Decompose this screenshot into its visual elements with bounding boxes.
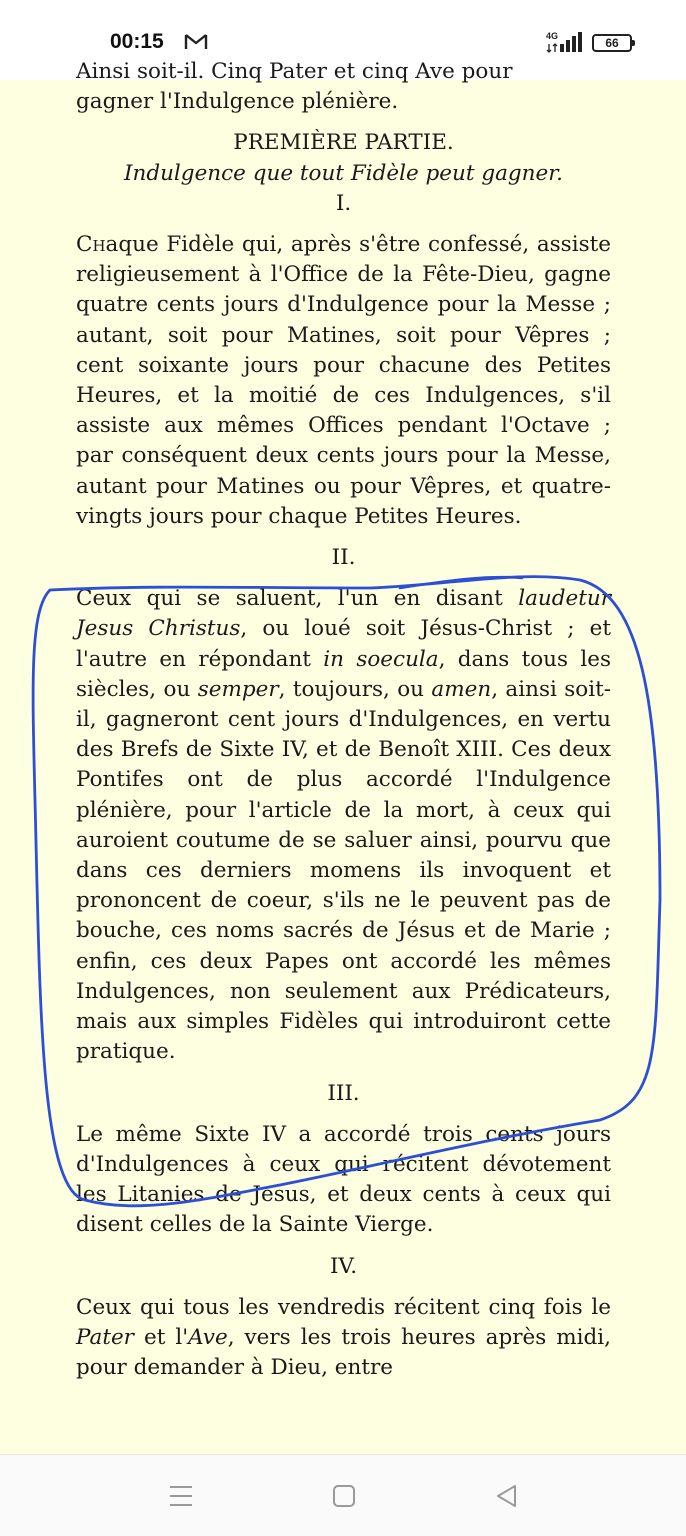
text-run: Ceux qui se saluent, l'un en disant bbox=[76, 586, 519, 612]
menu-lines-icon[interactable] bbox=[164, 1479, 198, 1513]
text-run: , ainsi soit-il, gagneront cent jours d'Indulgences, en vertu des Brefs de Sixte IV, et de Benoît XIII. Ces deux Pontifes ont de plus accordé l'Indulgence plénière, pour l'article de la mort, à ceux qui auroient coutume de se saluer ainsi, pourvu que dans ces derniers momens ils invoquent et prononcent de coeur, s'ils ne le peuvent pas de bouche, ces noms sacrés de Jésus et de Marie ; enfin, ces deux Papes ont accordé les mêmes Indulgences, non seulement aux Prédicateurs, mais aux simples Fidèles qui introduiront cette pratique. bbox=[76, 676, 611, 1065]
latin-phrase: laudetur Jesus Christus bbox=[76, 586, 611, 642]
text-run: , dans tous les siècles, ou bbox=[76, 646, 612, 702]
document-text bbox=[76, 57, 611, 1383]
network-type: 4G bbox=[546, 31, 559, 41]
latin-phrase: semper bbox=[197, 676, 279, 702]
drop-cap: Ch bbox=[76, 232, 106, 258]
latin-word: Ave bbox=[188, 1324, 228, 1350]
section-paragraph-4 bbox=[76, 1293, 611, 1384]
text-run: , vers les trois heures après midi, pour demander à Dieu, entre bbox=[76, 1324, 611, 1381]
text-run: Ceux qui tous les vendredis récitent cinq fois le bbox=[76, 1294, 611, 1320]
section-paragraph-3: Le même Sixte IV a accordé trois cents jours d'Indulgences à ceux qui récitent dévotement les Litanies de Jesus, et deux cents à ceux qui disent celles de la Sainte Vierge. bbox=[76, 1121, 611, 1238]
section-numeral-3: III. bbox=[327, 1080, 360, 1106]
intro-line-2: gagner l'Indulgence plénière. bbox=[76, 89, 399, 115]
navigation-bar bbox=[0, 1454, 686, 1536]
status-time: 00:15 bbox=[110, 30, 164, 53]
text-run: et l' bbox=[133, 1324, 189, 1350]
square-home-icon[interactable] bbox=[327, 1479, 361, 1513]
triangle-back-icon[interactable] bbox=[490, 1479, 524, 1513]
part-subtitle: Indulgence que tout Fidèle peut gagner. bbox=[123, 160, 564, 186]
section-1-text: aque Fidèle qui, après s'être confessé, assiste religieusement à l'Office de la Fête-Dieu, gagne quatre cents jours d'Indulgence pour la Messe ; autant, soit pour Matines, soit pour Vêpres ; cent soixante jours pour chacune des Petites Heures, et la moitié de ces Indulgences, s'il assiste aux mêmes Offices pendant l'Octave ; par conséquent deux cents jours pour la Messe, autant pour Matines ou pour Vêpres, et quatre-vingts jours pour chaque Petites Heures. bbox=[76, 232, 611, 529]
text-run: , toujours, ou bbox=[278, 676, 432, 702]
section-numeral-2: II. bbox=[331, 545, 356, 571]
latin-phrase: in soecula bbox=[323, 646, 439, 672]
part-title: PREMIÈRE PARTIE. bbox=[233, 130, 454, 156]
text-run: , ou loué soit Jésus-Christ ; et l'autre en répondant bbox=[76, 616, 611, 672]
signal-4g-icon bbox=[546, 30, 586, 54]
document-page bbox=[0, 59, 686, 1454]
section-numeral-1: I. bbox=[335, 190, 352, 216]
latin-phrase: amen bbox=[431, 676, 492, 702]
section-paragraph-1 bbox=[76, 230, 611, 532]
section-paragraph-2 bbox=[76, 584, 611, 1067]
gmail-m-icon bbox=[184, 33, 208, 51]
intro-line-1: Ainsi soit-il. Cinq Pater et cinq Ave pour bbox=[76, 59, 513, 84]
latin-word: Pater bbox=[76, 1324, 134, 1350]
section-numeral-4: IV. bbox=[329, 1253, 358, 1279]
battery-icon: 66 bbox=[592, 34, 632, 52]
